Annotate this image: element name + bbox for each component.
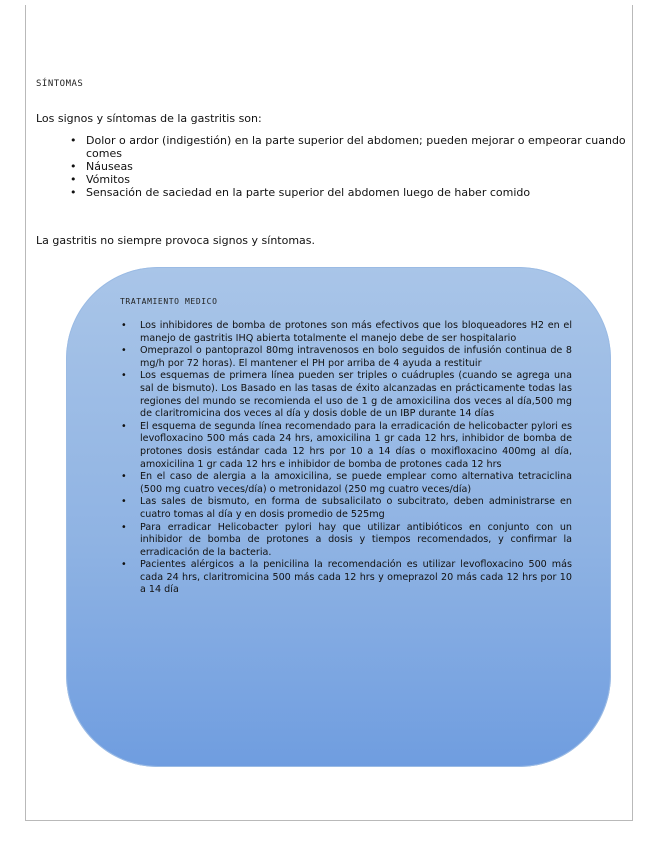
list-item: • Omeprazol o pantoprazol 80mg intravenosos en bolo seguidos de infusión continua de 8 mg/h por 72 horas). El mantener el PH por arriba de 4 ayuda a restituir (140, 345, 572, 370)
section-heading-tratamiento: TRATAMIENTO MEDICO (120, 297, 218, 306)
section-heading-sintomas: SÍNTOMAS (36, 79, 84, 89)
list-item: • Sensación de saciedad en la parte superior del abdomen luego de haber comido (86, 186, 646, 199)
symptoms-list (36, 134, 646, 199)
list-item: • Vómitos (86, 173, 646, 186)
symptoms-intro: Los signos y síntomas de la gastritis son: (36, 112, 262, 125)
symptoms-note: La gastritis no siempre provoca signos y síntomas. (36, 234, 316, 247)
list-item: • En el caso de alergia a la amoxicilina, se puede emplear como alternativa tetraciclina (500 mg cuatro veces/día) o metronidazol (250 mg cuatro veces/día) (140, 471, 572, 496)
list-item: • Para erradicar Helicobacter pylori hay que utilizar antibióticos en conjunto con un inhibidor de bomba de protones a dosis y tiempos recomendados, y confirmar la erradicación de la bacteria. (140, 522, 572, 560)
list-item: • Pacientes alérgicos a la penicilina la recomendación es utilizar levofloxacino 500 más cada 24 hrs, claritromicina 500 más cada 12 hrs y omeprazol 20 más cada 12 hrs por 10 a 14 día (140, 559, 572, 597)
list-item: • El esquema de segunda línea recomendado para la erradicación de helicobacter pylori es levofloxacino 500 más cada 24 hrs, amoxicilina 1 gr cada 12 hrs, inhibidor de bomba de protones dosis estándar cada 12 hrs por 10 a 14 días o moxifloxacino 400mg al día, amoxicilina 1 gr cada 12 hrs e inhibidor de bomba de protones cada 12 hrs (140, 421, 572, 471)
treatment-list (140, 320, 572, 597)
list-item: • Dolor o ardor (indigestión) en la parte superior del abdomen; pueden mejorar o empeorar cuando comes (86, 134, 646, 160)
list-item: • Las sales de bismuto, en forma de subsalicilato o subcitrato, deben administrarse en cuatro tomas al día y en dosis promedio de 525mg (140, 496, 572, 521)
list-item: • Los esquemas de primera línea pueden ser triples o cuádruples (cuando se agrega una sal de bismuto). Los Basado en las tasas de éxito alcanzadas en prácticamente todas las regiones del mundo se recomienda el uso de 1 g de amoxicilina dos veces al día,500 mg de claritromicina dos veces al día y dosis doble de un IBP durante 14 días (140, 370, 572, 420)
list-item: • Náuseas (86, 160, 646, 173)
list-item: • Los inhibidores de bomba de protones son más efectivos que los bloqueadores H2 en el manejo de gastritis IHQ abierta totalmente el manejo debe de ser hospitalario (140, 320, 572, 345)
